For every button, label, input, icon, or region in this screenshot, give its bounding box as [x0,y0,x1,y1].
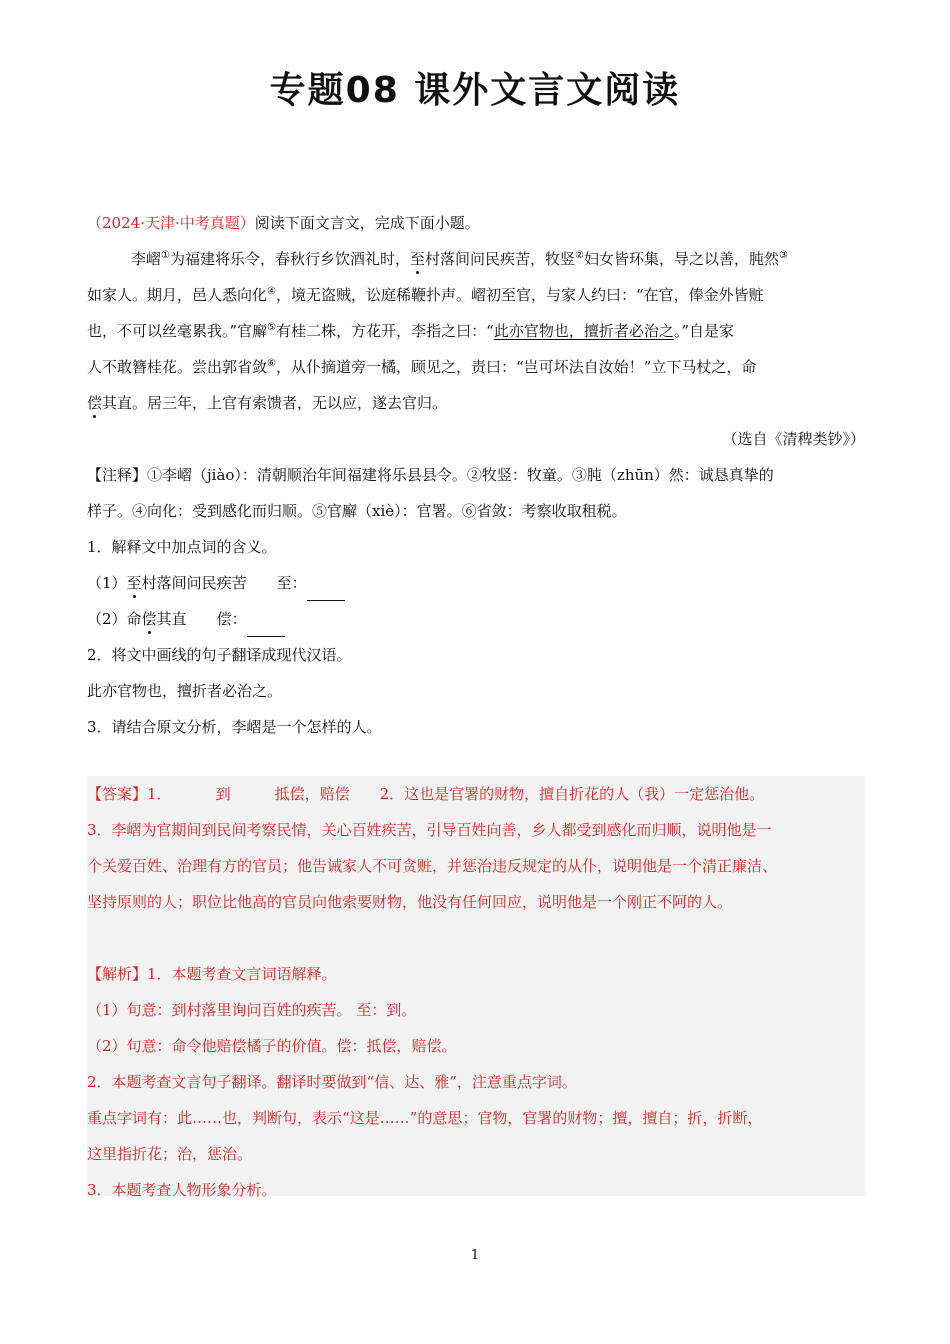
page-number: 1 [470,1248,480,1263]
dotted-word: 至 [127,565,142,601]
question-3: 3．请结合原文分析，李嶍是一个怎样的人。 [87,718,382,736]
answer-box [87,776,865,1199]
question-2-sentence: 此亦官物也，擅折者必治之。 [87,682,283,700]
analysis-line: 2．本题考查文言句子翻译。翻译时要做到“信、达、雅”，注意重点字词。 [87,1073,577,1091]
underlined-sentence: 此亦官物也，擅折者必治之 [493,322,674,340]
passage-line: 人不敢簪桂花。尝出郭省敛⑥，从仆摘道旁一橘，顾见之，责曰：“岂可坏法自汝始！”立下马杖之，命 [87,358,757,376]
dotted-word: 至 [410,241,425,277]
answer-line: 3．李嶍为官期间到民间考察民情，关心百姓疾苦，引导百姓向善，乡人都受到感化而归顺，说明他是一 [87,821,772,839]
question-intro [87,205,865,241]
note-mark: ⑥ [267,358,276,369]
note-mark: ② [575,250,584,261]
source-tag: （2024·天津·中考真题） [87,214,255,232]
passage-line: 如家人。期月，邑人悉向化④，境无盗贼，讼庭稀鞭扑声。嶍初至官，与家人约曰：“在官，俸金外皆赃 [87,286,764,304]
answer-tag: 【答案】 [87,785,148,803]
dotted-word: 偿 [87,385,102,421]
passage-line: 也，不可以丝毫累我。”官廨⑤有桂二株，方花开，李指之曰：“此亦官物也，擅折者必治之。”自是家 [87,322,734,340]
note-mark: ⑤ [267,322,277,333]
instruction: 阅读下面文言文，完成下面小题。 [254,214,480,232]
question-section [87,205,865,745]
analysis-line: 这里指折花；治，惩治。 [87,1145,253,1163]
note-mark: ④ [267,286,276,297]
answer-blank[interactable] [307,578,345,601]
notes-line: 样子。④向化：受到感化而归顺。⑤官廨（xiè）：官署。⑥省敛：考察收取租税。 [87,502,627,520]
analysis-line: （1）句意：到村落里询问百姓的疾苦。 至：到。 [87,1001,417,1019]
answer-line: 个关爱百姓、治理有方的官员；他告诫家人不可贪赃，并惩治违反规定的从仆，说明他是一个清正廉洁、 [87,857,778,875]
note-mark: ③ [779,250,788,261]
analysis-line: 重点字词有：此……也，判断句，表示“这是……”的意思；官物，官署的财物；擅，擅自；折，折断， [87,1109,763,1127]
analysis-line: （2）句意：命令他赔偿橘子的价值。偿：抵偿，赔偿。 [87,1037,457,1055]
passage-line: 偿其直。居三年，上官有索馈者，无以应，遂去官归。 [87,385,865,421]
answer-line-1: 【答案】1． 到 抵偿，赔偿 2．这也是官署的财物，擅自折花的人（我）一定惩治他。 [87,785,765,803]
passage-line: 李嶍①为福建将乐令，春秋行乡饮酒礼时，至村落间问民疾苦，牧竖②妇女皆环集，导之以善，肫然③ [87,241,865,277]
question-1-item-1: （1）至村落间问民疾苦 至： [87,565,865,601]
question-1: 1．解释文中加点词的含义。 [87,538,277,556]
analysis-line: 3．本题考查人物形象分析。 [87,1181,277,1199]
question-2: 2．将文中画线的句子翻译成现代汉语。 [87,646,352,664]
source-note: （选自《清稗类钞》） [722,430,865,448]
analysis-line: 【解析】1．本题考查文言词语解释。 [87,965,337,983]
page-title: 专题08 课外文言文阅读 [269,70,681,111]
answer-line: 坚持原则的人；职位比他高的官员向他索要财物，他没有任何回应，说明他是一个刚正不阿的人。 [87,893,733,911]
question-1-item-2: （2）命偿其直 偿： [87,601,865,637]
notes-line: 【注释】①李嶍（jiào）：清朝顺治年间福建将乐县县令。②牧竖：牧童。③肫（zhūn）然：诚恳真挚的 [87,466,774,484]
dotted-word: 偿 [142,601,157,637]
classical-passage [87,241,865,421]
note-mark: ① [161,250,170,261]
answer-blank[interactable] [247,614,285,637]
analysis-tag: 【解析】 [87,965,148,983]
